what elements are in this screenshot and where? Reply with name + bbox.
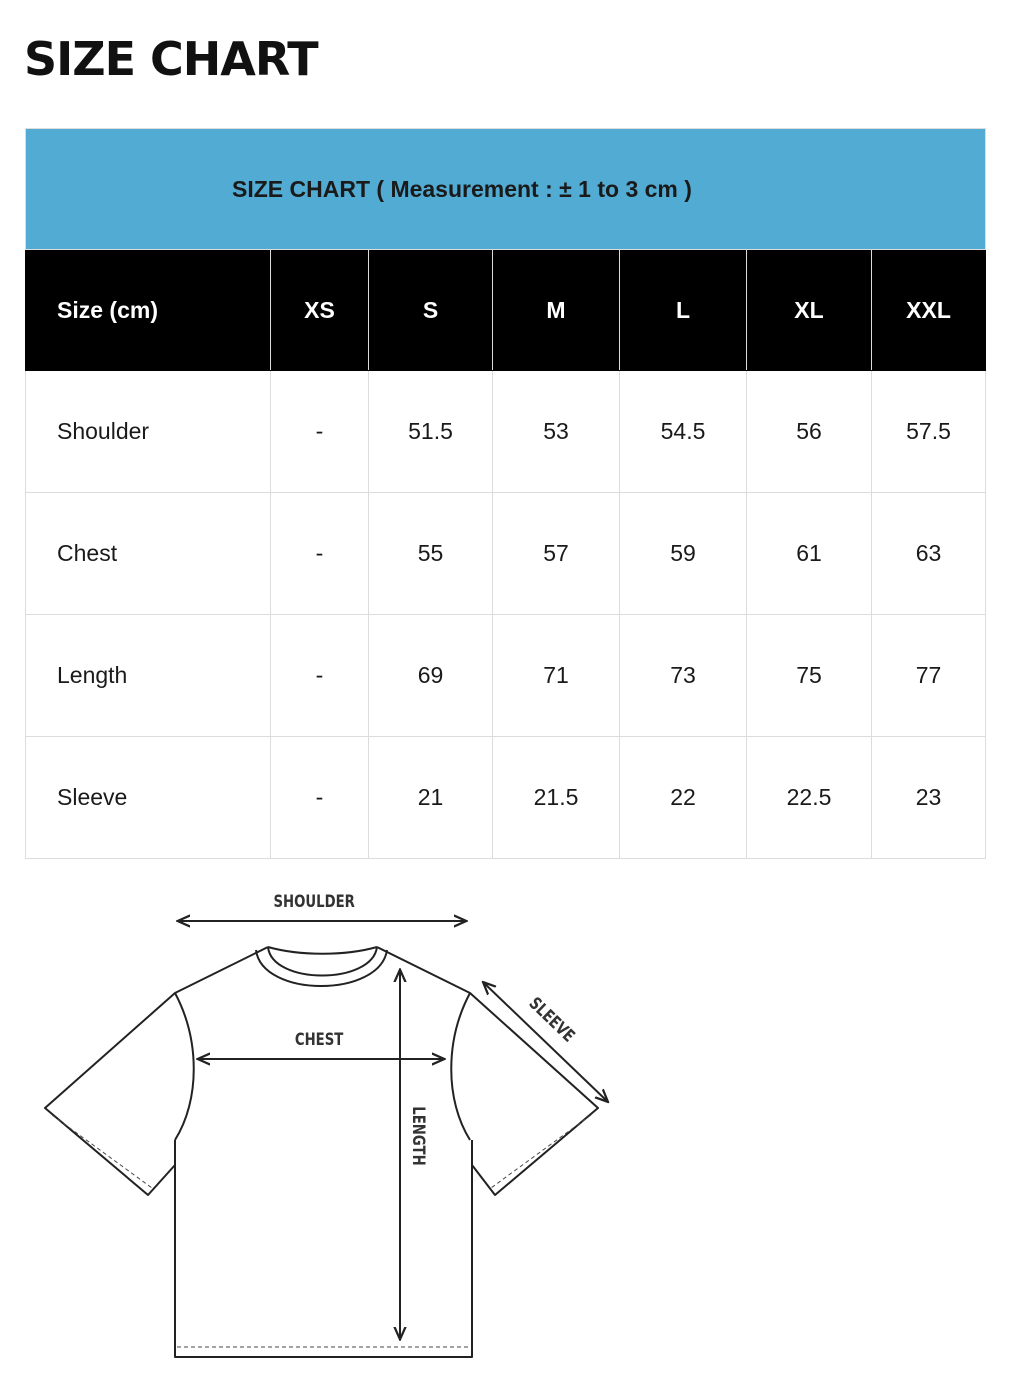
tshirt-measurement-diagram bbox=[0, 880, 660, 1370]
table-row-chest bbox=[26, 493, 986, 615]
header-size-xs: XS bbox=[271, 250, 369, 371]
header-size-l: L bbox=[620, 250, 747, 371]
table-cell: - bbox=[271, 737, 369, 859]
size-chart bbox=[25, 128, 985, 859]
table-cell: 56 bbox=[747, 371, 872, 493]
header-size-m: M bbox=[493, 250, 620, 371]
table-cell: 23 bbox=[872, 737, 986, 859]
table-cell: 22.5 bbox=[747, 737, 872, 859]
row-label: Shoulder bbox=[26, 371, 271, 493]
table-cell: 61 bbox=[747, 493, 872, 615]
shoulder-label: SHOULDER bbox=[273, 892, 355, 912]
table-cell: 57.5 bbox=[872, 371, 986, 493]
chest-label: CHEST bbox=[294, 1030, 344, 1050]
table-row-shoulder bbox=[26, 371, 986, 493]
table-cell: 53 bbox=[493, 371, 620, 493]
size-table bbox=[25, 128, 986, 859]
sleeve-label: SLEEVE bbox=[524, 993, 579, 1047]
table-cell: 59 bbox=[620, 493, 747, 615]
banner-row bbox=[26, 129, 986, 250]
table-cell: 63 bbox=[872, 493, 986, 615]
page-title: SIZE CHART bbox=[24, 32, 318, 86]
table-cell: 21 bbox=[369, 737, 493, 859]
table-cell: 75 bbox=[747, 615, 872, 737]
table-cell: - bbox=[271, 615, 369, 737]
table-cell: 22 bbox=[620, 737, 747, 859]
row-label: Length bbox=[26, 615, 271, 737]
table-cell: 57 bbox=[493, 493, 620, 615]
table-cell: - bbox=[271, 493, 369, 615]
table-row-sleeve bbox=[26, 737, 986, 859]
table-banner: SIZE CHART ( Measurement : ± 1 to 3 cm ) bbox=[26, 129, 986, 250]
table-cell: 71 bbox=[493, 615, 620, 737]
table-cell: 73 bbox=[620, 615, 747, 737]
row-label: Chest bbox=[26, 493, 271, 615]
tshirt-outline-icon bbox=[0, 880, 660, 1370]
table-cell: 77 bbox=[872, 615, 986, 737]
header-row bbox=[26, 250, 986, 371]
header-size-xl: XL bbox=[747, 250, 872, 371]
table-cell: 55 bbox=[369, 493, 493, 615]
table-cell: 21.5 bbox=[493, 737, 620, 859]
table-cell: - bbox=[271, 371, 369, 493]
header-size-label: Size (cm) bbox=[26, 250, 271, 371]
row-label: Sleeve bbox=[26, 737, 271, 859]
table-cell: 69 bbox=[369, 615, 493, 737]
length-label: LENGTH bbox=[408, 1106, 429, 1166]
header-size-s: S bbox=[369, 250, 493, 371]
table-cell: 54.5 bbox=[620, 371, 747, 493]
table-cell: 51.5 bbox=[369, 371, 493, 493]
table-row-length bbox=[26, 615, 986, 737]
header-size-xxl: XXL bbox=[872, 250, 986, 371]
